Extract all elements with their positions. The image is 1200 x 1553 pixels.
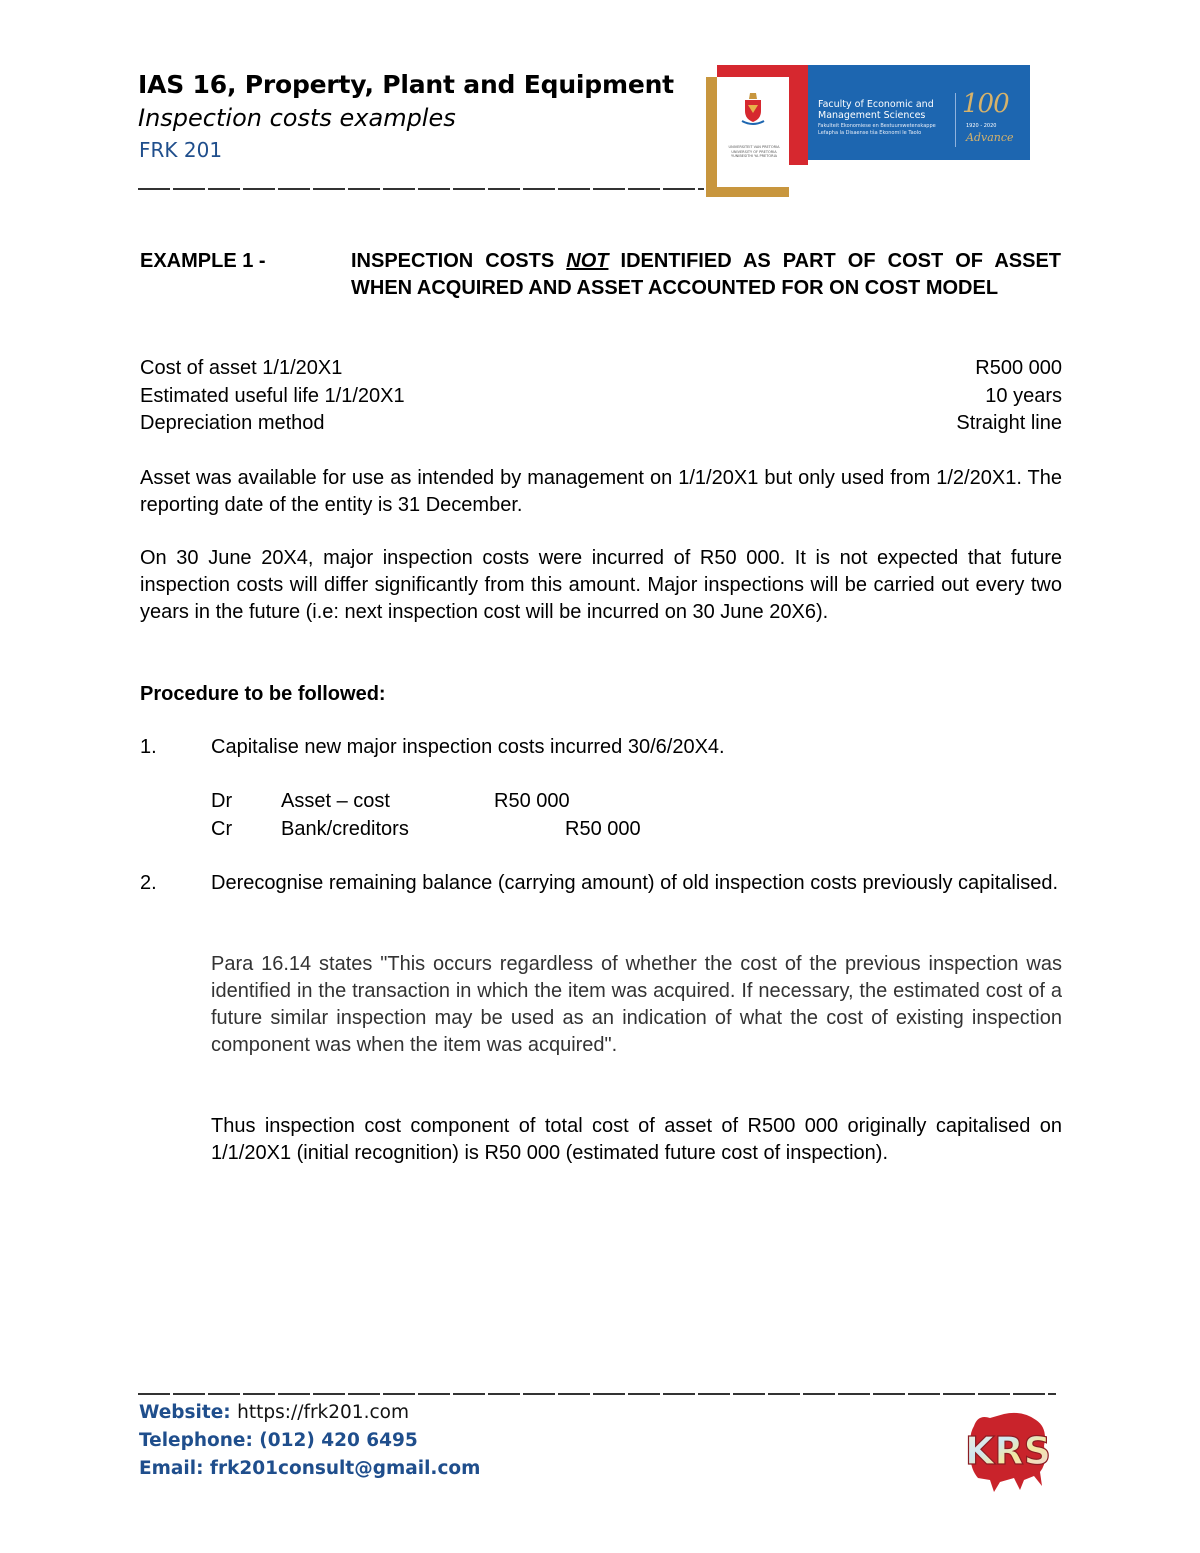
- step-number: 1.: [140, 736, 157, 758]
- journal-credit-amount: R50 000: [565, 818, 641, 840]
- footer-website: [139, 1399, 480, 1427]
- faculty-afrikaans: Fakulteit Ekonomiese en Bestuurswetenskappe: [818, 123, 936, 129]
- fact-row: [140, 383, 1062, 411]
- journal-side: Dr: [211, 790, 233, 812]
- faculty-logo: [706, 65, 1030, 197]
- fact-label: Cost of asset 1/1/20X1: [140, 357, 343, 379]
- faculty-banner: [808, 65, 1030, 160]
- journal-debit-amount: R50 000: [494, 790, 570, 812]
- fact-value: Straight line: [956, 412, 1062, 434]
- fact-row: [140, 410, 1062, 438]
- website-label: Website:: [139, 1402, 238, 1423]
- university-crest-icon: [739, 91, 767, 127]
- procedure-heading: Procedure to be followed:: [140, 683, 386, 705]
- faculty-sepedi: Lefapha la Disaense tša Ekonomi le Taolo: [818, 130, 922, 136]
- heading-part-1: INSPECTION COSTS: [351, 250, 567, 272]
- standard-quote: Para 16.14 states "This occurs regardless of whether the cost of the previous inspection was identified in the transaction in which the item was acquired. If necessary, the estimated cost of a future similar inspection may be used as an indication of what the cost of existing inspection component was when the item was acquired".: [211, 953, 1062, 1056]
- faculty-name-line1: Faculty of Economic and: [818, 99, 934, 110]
- centenary-years: 1920 - 2020: [966, 123, 997, 129]
- centenary-number: 100: [962, 89, 1009, 119]
- example-heading: [351, 248, 1061, 302]
- fact-row: [140, 355, 1062, 383]
- fact-label: Estimated useful life 1/1/20X1: [140, 384, 405, 407]
- heading-part-2: IDENTIFIED AS PART OF COST OF ASSET WHEN ACQUIRED AND ASSET ACCOUNTED FOR ON COST MODEL: [351, 250, 1061, 299]
- logo-divider: [955, 93, 956, 147]
- asset-facts: [140, 355, 1062, 438]
- faculty-translations: [818, 123, 936, 137]
- step-conclusion: Thus inspection cost component of total cost of asset of R500 000 originally capitalised on 1/1/20X1 (initial recognition) is R50 000 (estimated future cost of inspection).: [211, 1115, 1062, 1164]
- journal-account: Asset – cost: [281, 790, 390, 812]
- fact-value: 10 years: [985, 384, 1062, 407]
- journal-entry-debit: [211, 788, 711, 816]
- contact-footer: [139, 1399, 480, 1483]
- faculty-name-line2: Management Sciences: [818, 110, 926, 121]
- header-divider: [138, 188, 704, 190]
- availability-paragraph: Asset was available for use as intended by management on 1/1/20X1 but only used from 1/2/20X1. The reporting date of the entity is 31 December.: [140, 467, 1062, 516]
- fact-label: Depreciation method: [140, 412, 325, 434]
- krs-logo-text: KRS: [964, 1429, 1052, 1473]
- step-text: Derecognise remaining balance (carrying amount) of old inspection costs previously capitalised.: [211, 872, 1059, 894]
- faculty-name: [818, 99, 934, 121]
- centenary-tagline: Advance: [966, 131, 1014, 144]
- footer-telephone: Telephone: (012) 420 6495: [139, 1430, 418, 1451]
- inspection-paragraph: On 30 June 20X4, major inspection costs were incurred of R50 000. It is not expected that future inspection costs will differ significantly from this amount. Major inspections will be carried out every two years in the future (i.e: next inspection cost will be incurred on 30 June 20X6).: [140, 547, 1062, 623]
- step-number: 2.: [140, 872, 157, 894]
- website-link[interactable]: https://frk201.com: [237, 1402, 409, 1423]
- journal-account: Bank/creditors: [281, 818, 409, 840]
- fact-value: R500 000: [975, 357, 1062, 379]
- footer-divider: [138, 1393, 1056, 1395]
- journal-side: Cr: [211, 818, 233, 840]
- document-title: IAS 16, Property, Plant and Equipment: [138, 70, 674, 99]
- course-code: FRK 201: [139, 138, 223, 162]
- document-subtitle: Inspection costs examples: [138, 104, 456, 132]
- krs-graffiti-logo: [964, 1406, 1052, 1492]
- heading-emphasis: NOT: [566, 250, 609, 272]
- footer-email[interactable]: Email: frk201consult@gmail.com: [139, 1458, 481, 1479]
- university-name: UNIVERSITEIT VAN PRETORIA UNIVERSITY OF PRETORIA YUNIBESITHI YA PRETORIA: [728, 145, 780, 158]
- step-text: Capitalise new major inspection costs incurred 30/6/20X4.: [211, 736, 725, 758]
- example-label: EXAMPLE 1 -: [140, 250, 266, 272]
- journal-entry-credit: [211, 816, 711, 844]
